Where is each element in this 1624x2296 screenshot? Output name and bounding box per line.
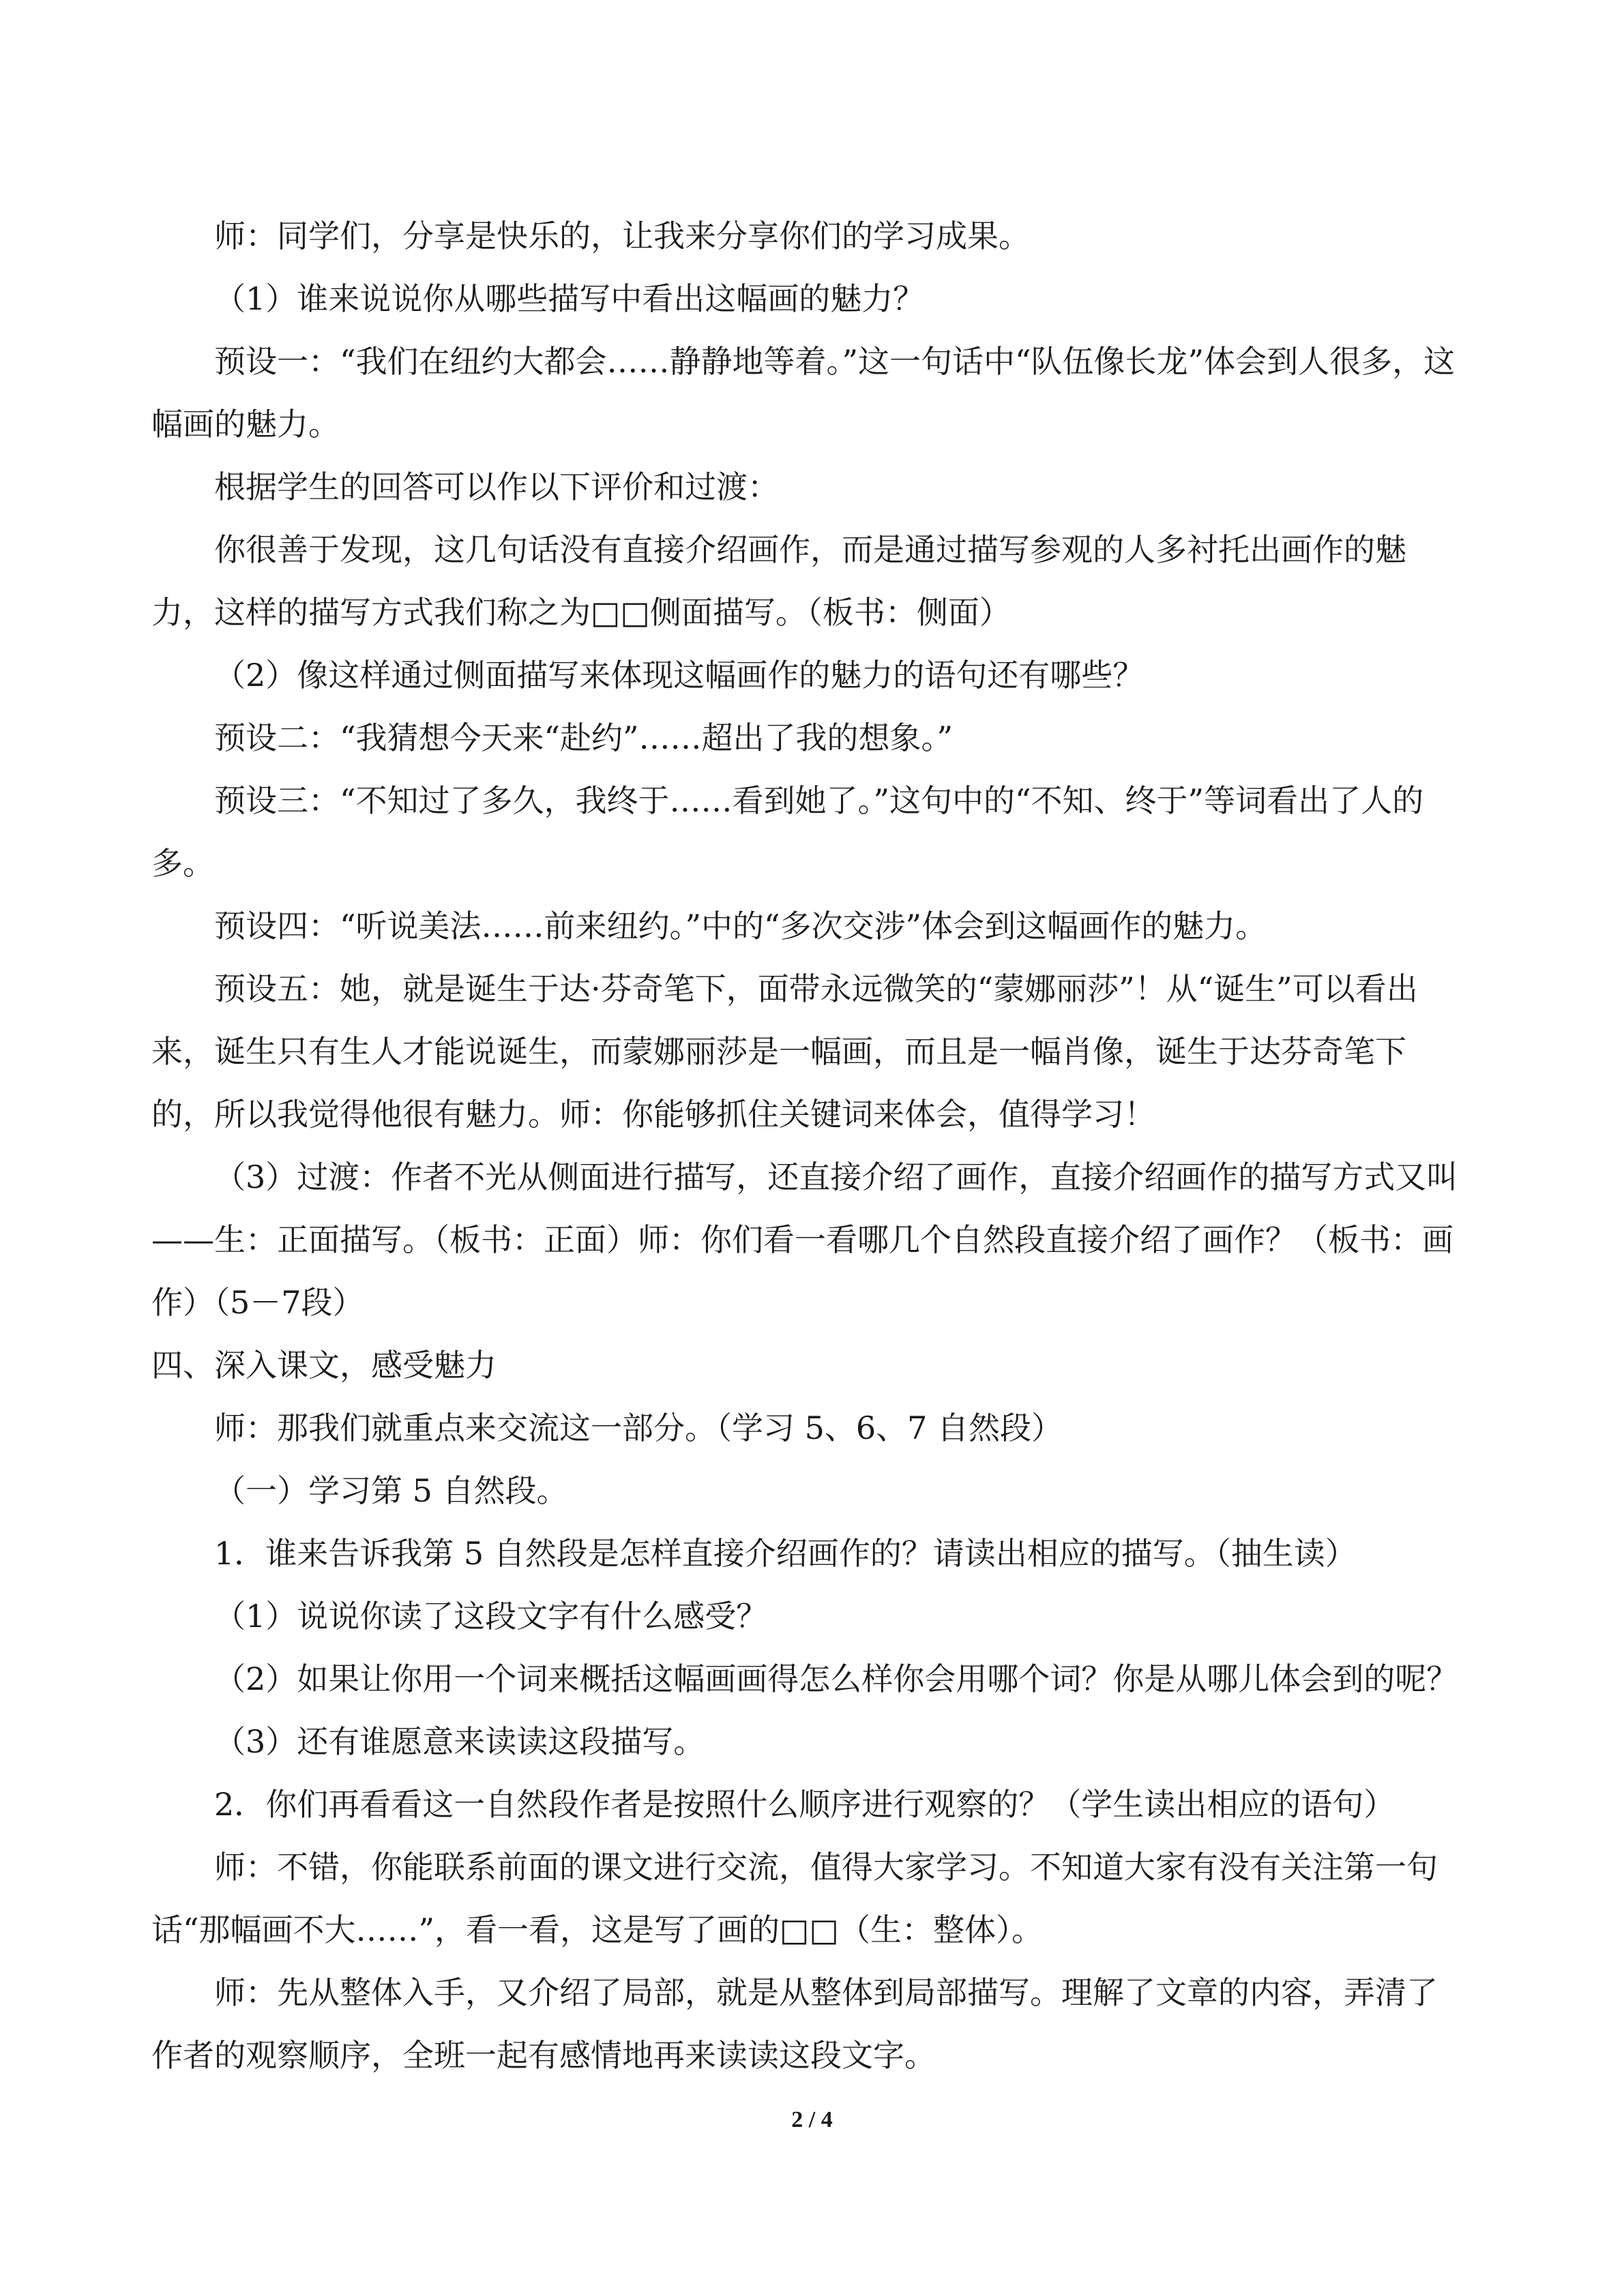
paragraph: 你很善于发现，这几句话没有直接介绍画作，而是通过描写参观的人多衬托出画作的魅力，这样的描写方式我们称之为□□侧面描写。（板书：侧面）	[151, 531, 1406, 631]
paragraph: 师：不错，你能联系前面的课文进行交流，值得大家学习。不知道大家有没有关注第一句话“那幅画不大……”，看一看，这是写了画的□□（生：整体）。	[151, 1849, 1438, 1948]
paragraph: 预设二：“我猜想今天来“赴约”……超出了我的想象。”	[214, 719, 954, 756]
paragraph: 预设一：“我们在纽约大都会……静静地等着。”这一句话中“队伍像长龙”体会到人很多，这幅画的魅力。	[151, 343, 1456, 443]
paragraph: （一）学习第 5 自然段。	[214, 1472, 568, 1509]
paragraph: 预设四：“听说美法……前来纽约。”中的“多次交涉”体会到这幅画作的魅力。	[214, 908, 1267, 944]
paragraph: 师：先从整体入手，又介绍了局部，就是从整体到局部描写。理解了文章的内容，弄清了作者的观察顺序，全班一起有感情地再来读读这段文字。	[151, 1974, 1438, 2074]
paragraph: （1）说说你读了这段文字有什么感受？	[214, 1598, 768, 1635]
page-number: 2 / 4	[791, 2107, 833, 2132]
paragraph: 2．你们再看看这一自然段作者是按照什么顺序进行观察的？（学生读出相应的语句）	[214, 1786, 1396, 1823]
paragraph: 根据学生的回答可以作以下评价和过渡：	[214, 468, 779, 505]
paragraph: （3）过渡：作者不光从侧面进行描写，还直接介绍了画作，直接介绍画作的描写方式又叫——生：正面描写。（板书：正面）师：你们看一看哪几个自然段直接介绍了画作？（板书：画作）（5－7段）	[151, 1159, 1458, 1321]
paragraph: （2）如果让你用一个词来概括这幅画画得怎么样你会用哪个词？你是从哪儿体会到的呢？	[214, 1660, 1458, 1697]
paragraph: 预设五：她，就是诞生于达·芬奇笔下，面带永远微笑的“蒙娜丽莎”！从“诞生”可以看出来，诞生只有生人才能说诞生，而蒙娜丽莎是一幅画，而且是一幅肖像，诞生于达芬奇笔下的，所以我觉得他很有魅力。师：你能够抓住关键词来体会，值得学习！	[151, 970, 1418, 1133]
document-body	[151, 205, 1461, 2087]
paragraph: 师：那我们就重点来交流这一部分。（学习 5、6、7 自然段）	[214, 1410, 1063, 1446]
paragraph: 预设三：“不知过了多久，我终于……看到她了。”这句中的“不知、终于”等词看出了人的多。	[151, 782, 1424, 882]
paragraph: （2）像这样通过侧面描写来体现这幅画作的魅力的语句还有哪些？	[214, 657, 1145, 694]
section-heading: 四、深入课文，感受魅力	[151, 1347, 497, 1384]
paragraph: 1．谁来告诉我第 5 自然段是怎样直接介绍画作的？请读出相应的描写。（抽生读）	[214, 1535, 1357, 1572]
paragraph: （3）还有谁愿意来读读这段描写。	[214, 1723, 705, 1760]
paragraph: 师：同学们，分享是快乐的，让我来分享你们的学习成果。	[214, 218, 1030, 254]
paragraph: （1）谁来说说你从哪些描写中看出这幅画的魅力？	[214, 280, 925, 317]
